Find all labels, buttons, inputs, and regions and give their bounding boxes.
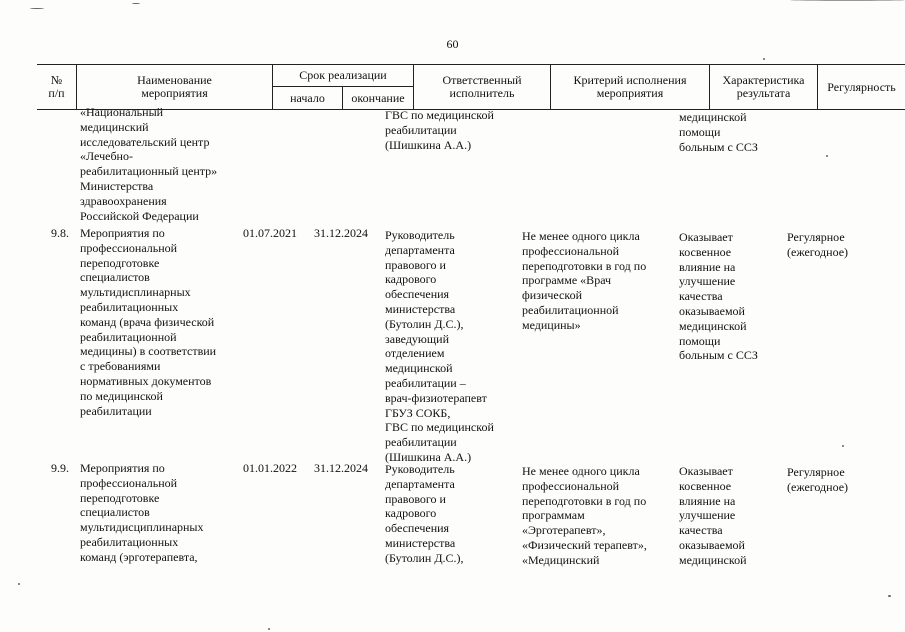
row-responsible: Руководитель департамента правового и кадрового обеспечения министерства (Бутолин Д.С.),	[385, 462, 464, 565]
header-start: начало	[272, 87, 342, 109]
row-num: 9.8.	[51, 226, 69, 240]
continuation-responsible: ГВС по медицинской реабилитации (Шишкина А.А.)	[385, 108, 494, 152]
row-start: 01.01.2022	[243, 461, 297, 475]
scan-speck	[790, 0, 905, 1]
row-regularity: Регулярное (ежегодное)	[787, 465, 849, 494]
scan-speck	[132, 3, 140, 4]
header-end: окончание	[342, 87, 413, 109]
row-criterion: Не менее одного цикла профессиональной переподготовки в год по программам «Эрготерапевт», «Физический терапевт», «Медицинский	[522, 464, 647, 567]
header-name: Наименование мероприятия	[76, 65, 272, 109]
row-num: 9.9.	[51, 461, 69, 475]
continuation-result: медицинской помощи больным с ССЗ	[679, 110, 758, 154]
row-regularity: Регулярное (ежегодное)	[787, 230, 849, 259]
row-name: Мероприятия по профессиональной переподготовке специалистов мультидисциплинарных реабилитационных команд (эрготерапевта,	[80, 461, 204, 564]
scan-speck	[268, 628, 270, 630]
header-criterion: Критерий исполнения мероприятия	[550, 65, 709, 109]
row-criterion: Не менее одного цикла профессиональной переподготовки в год по программе «Врач физической реабилитационной медицины»	[522, 229, 647, 332]
row-start: 01.07.2021	[243, 226, 297, 240]
header-num: № п/п	[48, 73, 65, 100]
row-responsible: Руководитель департамента правового и кадрового обеспечения министерства (Бутолин Д.С.), заведующий отделением медицинской реабилитации – врач-физиотерапевт ГБУЗ СОКБ, ГВС по медицинской реабилитации (Шишкина А.А.)	[385, 228, 494, 464]
row-result: Оказывает косвенное влияние на улучшение качества оказываемой медицинской помощи больным с ССЗ	[679, 230, 758, 363]
table-header	[37, 64, 905, 110]
header-responsible: Ответственный исполнитель	[413, 65, 550, 109]
scan-speck	[18, 583, 20, 585]
scan-speck	[826, 155, 828, 157]
row-end: 31.12.2024	[314, 226, 368, 240]
row-result: Оказывает косвенное влияние на улучшение качества оказываемой медицинской	[679, 464, 747, 567]
scan-speck	[763, 58, 765, 60]
header-period: Срок реализации	[272, 65, 413, 87]
row-end: 31.12.2024	[314, 461, 368, 475]
header-result: Характеристика результата	[709, 65, 817, 109]
continuation-name: «Национальный медицинский исследовательский центр «Лечебно- реабилитационный центр» Министерства здравоохранения Российской Федерации	[80, 105, 218, 223]
page-number: 60	[446, 37, 459, 51]
scan-speck	[888, 595, 891, 597]
scan-speck	[30, 8, 44, 9]
header-regularity: Регулярность	[817, 65, 905, 109]
row-name: Мероприятия по профессиональной переподготовке специалистов мультидисплинарных реабилитационных команд (врача физической реабилитационной медицины) в соответствии с требованиями нормативных документов по медицинской реабилитации	[80, 226, 217, 418]
scan-speck	[842, 445, 844, 447]
